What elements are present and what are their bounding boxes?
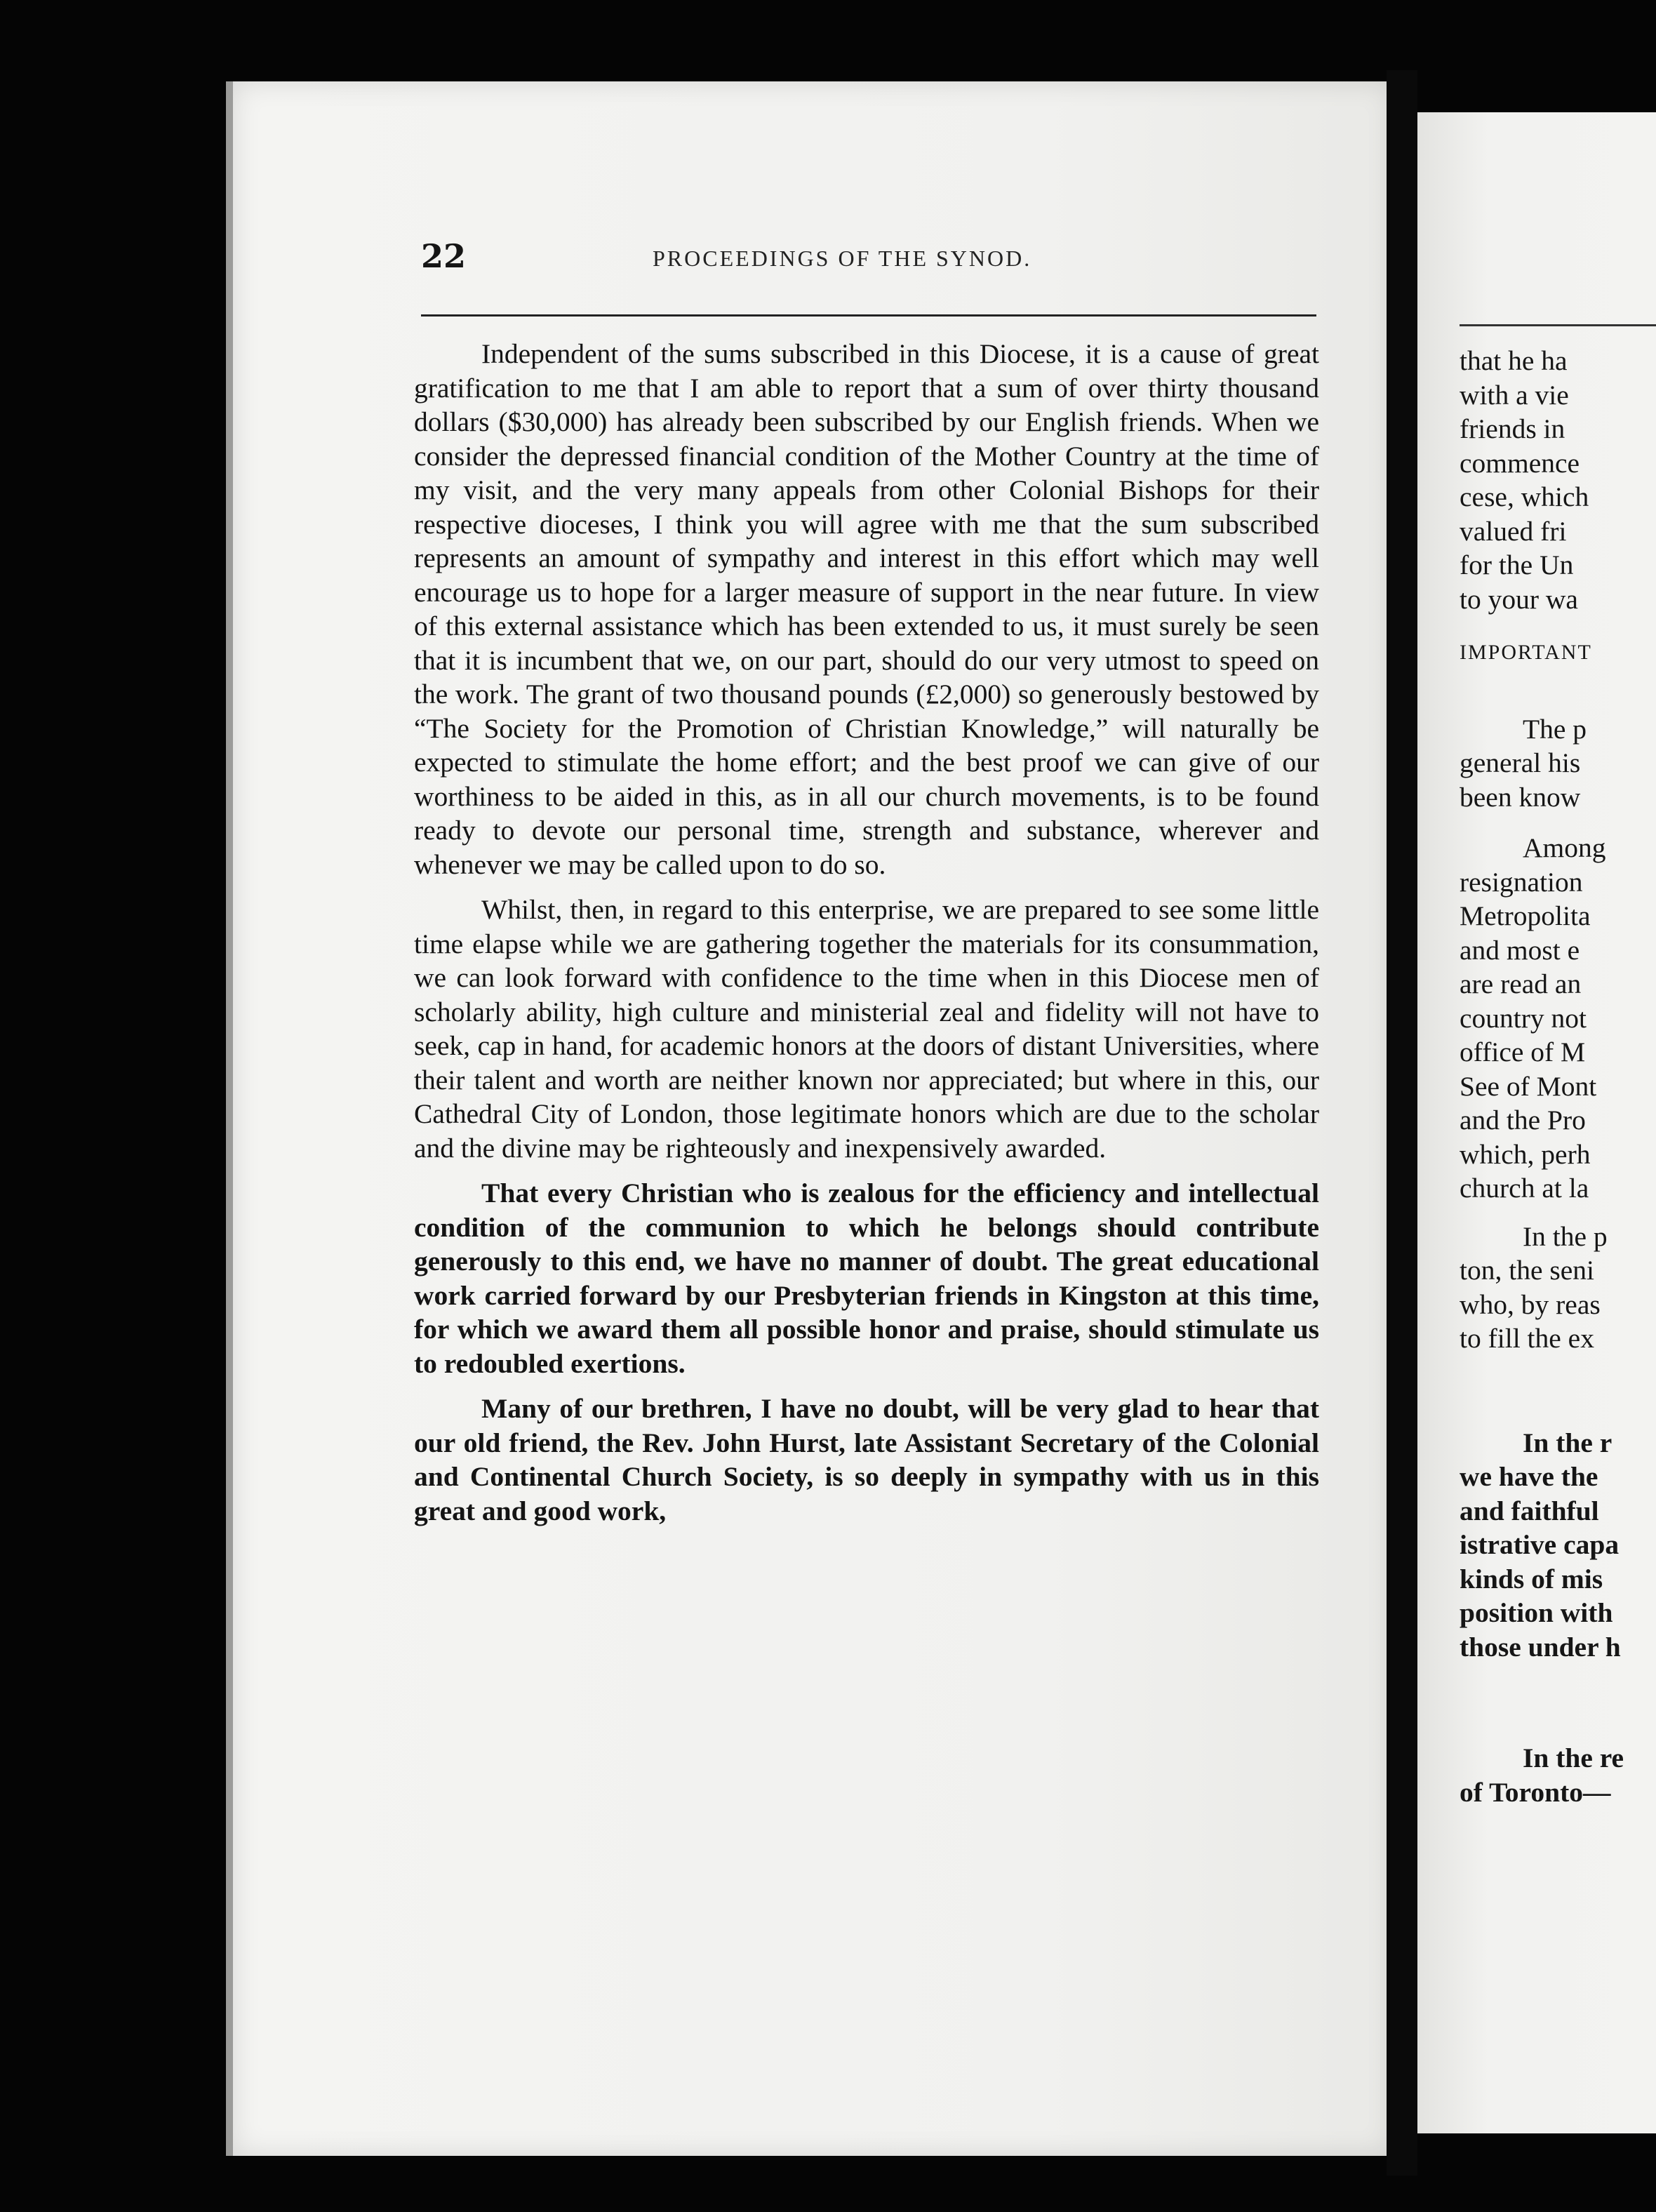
text-line: valued fri	[1460, 515, 1567, 547]
running-head: PROCEEDINGS OF THE SYNOD.	[653, 246, 1032, 271]
paragraph: Whilst, then, in regard to this enterprise, we are prepared to see some little time elapse while we are gathering together the materials for its consummation, we can look forward with confidence to the time when in this Diocese men of scholarly ability, high culture and ministerial zeal and fidelity will not have to seek, cap in hand, for academic honors at the doors of distant Universities, where their talent and worth are neither known nor appreciated; but where in this, our Cathedral City of London, those legitimate honors which are due to the scholar and the divine may be righteously and inexpensively awarded.	[414, 894, 1319, 1164]
text-line: who, by reas	[1460, 1288, 1601, 1320]
text-line: of Toronto—	[1460, 1776, 1611, 1808]
text-line: which, perh	[1460, 1138, 1591, 1170]
text-line: cese, which	[1460, 481, 1589, 512]
text-line: office of M	[1460, 1037, 1586, 1067]
text-line: church at la	[1460, 1173, 1589, 1204]
text-line: and the Pro	[1460, 1105, 1586, 1135]
text-line: kinds of mis	[1460, 1563, 1603, 1594]
right-page-body	[1460, 344, 1656, 1809]
left-page-body	[414, 337, 1319, 1528]
text-line: country not	[1460, 1002, 1587, 1034]
page-number: 22	[421, 237, 467, 275]
text-line: that he ha	[1460, 345, 1568, 376]
text-line: to fill the ex	[1460, 1323, 1594, 1354]
book-gutter	[1387, 70, 1417, 2176]
text-line: for the Un	[1460, 549, 1574, 580]
text-line: friends in	[1460, 413, 1565, 444]
right-page	[1417, 112, 1656, 2133]
text-line: In the r	[1523, 1427, 1612, 1458]
text-line: are read an	[1460, 968, 1582, 999]
text-line: and faithful	[1460, 1495, 1599, 1526]
text-line: In the re	[1523, 1743, 1624, 1773]
paragraph: Many of our brethren, I have no doubt, will be very glad to hear that our old friend, the Rev. John Hurst, late Assistant Secretary of the Colonial and Continental Church Society, is so deeply in sympathy with us in this great and good work,	[414, 1393, 1319, 1526]
text-line: resignation	[1460, 866, 1583, 898]
text-line: general his	[1460, 747, 1581, 778]
text-line: we have the	[1460, 1461, 1598, 1492]
text-line: istrative capa	[1460, 1529, 1620, 1560]
text-line: commence	[1460, 447, 1580, 479]
section-heading: IMPORTANT	[1460, 641, 1592, 664]
text-line: Metropolita	[1460, 900, 1591, 931]
text-line: The p	[1523, 713, 1587, 745]
text-line: position with	[1460, 1597, 1613, 1628]
text-line: In the p	[1523, 1220, 1608, 1252]
text-line: ton, the seni	[1460, 1255, 1594, 1286]
header-rule	[421, 314, 1316, 317]
text-line: been know	[1460, 781, 1581, 813]
text-line: with a vie	[1460, 379, 1569, 411]
header-rule	[1460, 324, 1656, 326]
text-line: Among	[1523, 832, 1606, 863]
paragraph: Independent of the sums subscribed in this Diocese, it is a cause of great gratification to me that I am able to report that a sum of over thirty thousand dollars ($30,000) has already been subscribed by our English friends. When we consider the depressed financial condition of the Mother Country at the time of my visit, and the very many appeals from other Colonial Bishops for their respective dioceses, I think you will agree with me that the sum subscribed represents an amount of sympathy and interest in this effort which may well encourage us to hope for a larger measure of support in the near future. In view of this external assistance which has been extended to us, it must surely be seen that it is incumbent that we, on our part, should do our very utmost to speed on the work. The grant of two thousand pounds (£2,000) so generously bestowed by “The Society for the Promotion of Christian Knowledge,” will naturally be expected to stimulate the home effort; and the best proof we can give of our worthiness to be aided in this, as in all our church movements, is to be found ready to devote our personal time, strength and substance, wherever and whenever we may be called upon to do so.	[414, 338, 1319, 880]
paragraph: That every Christian who is zealous for the efficiency and intellectual condition of the communion to which he belongs should contribute generously to this end, we have no manner of doubt. The great educational work carried forward by our Presbyterian friends in Kingston at this time, for which we award them all possible honor and praise, should stimulate us to redoubled exertions.	[414, 1178, 1319, 1379]
text-line: to your wa	[1460, 583, 1578, 615]
text-line: and most e	[1460, 934, 1580, 966]
text-line: those under h	[1460, 1631, 1621, 1663]
text-line: See of Mont	[1460, 1070, 1597, 1102]
